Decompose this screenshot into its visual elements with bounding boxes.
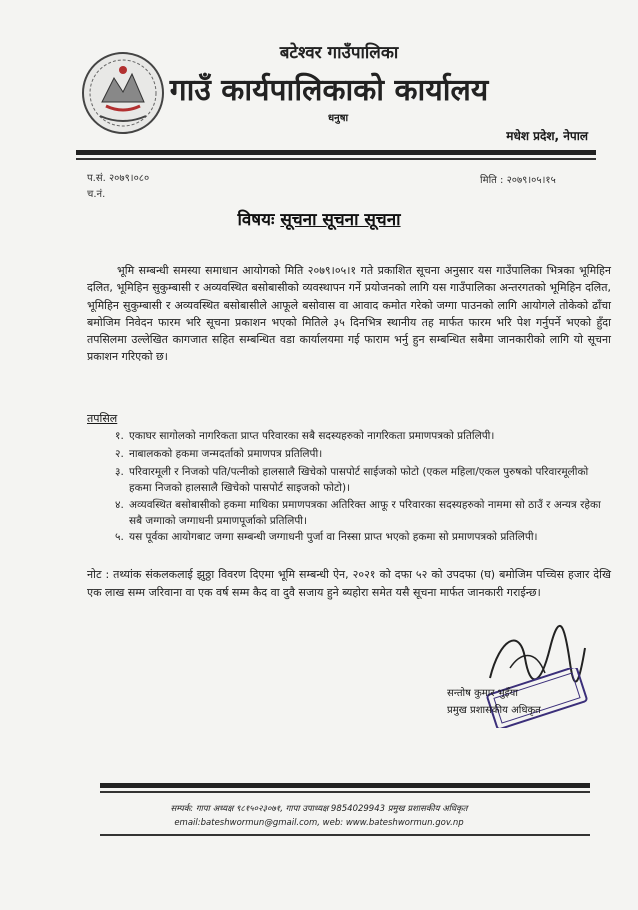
- subject-prefix: विषयः: [237, 210, 275, 230]
- legal-note: नोट : तथ्यांक संकलकलाई झुठ्ठा विवरण दिएमा भूमि सम्बन्धी ऐन, २०२१ को दफा ५२ को उपदफा (घ) बमोजिम पच्चिस हजार देखि एक लाख सम्म जरिवाना वा एक वर्ष सम्म कैद वा दुवै सजाय हुने ब्यहोरा समेत यसै सूचना मार्फत जानकारी गराईन्छ।: [87, 568, 611, 599]
- reference-number: प.सं. २०७९।०८०: [87, 173, 150, 184]
- footer-email-web: email:bateshwormun@gmail.com, web: www.bateshwormun.gov.np: [174, 818, 464, 828]
- dispatch-number: च.नं.: [87, 189, 106, 200]
- list-item-text: यस पूर्वका आयोगबाट जग्गा सम्बन्धी जग्गाधनी पुर्जा वा निस्सा प्राप्त भएको हकमा सो प्रमाणपत्रको प्रतिलिपी।: [129, 531, 538, 543]
- list-item-number: ५.: [115, 531, 124, 543]
- signatory-title: प्रमुख प्रशासकीय अधिकृत: [447, 705, 541, 716]
- signatory-name: सन्तोष कुमार भुइँया: [447, 688, 518, 699]
- footer-rule-thick: [100, 783, 590, 788]
- footer-contact: सम्पर्क: गापा अध्यक्ष ९८१५०२३०७१, गापा उपाध्यक्ष 9854029943 प्रमुख प्रशासकीय अधिकृत: [170, 804, 468, 814]
- footer-rule-thin: [100, 791, 590, 793]
- notice-body: भूमि सम्बन्धी समस्या समाधान आयोगको मिति २०७९।०५।१ गते प्रकाशित सूचना अनुसार यस गाउँपालिका भित्रका भूमिहिन दलित, भूमिहिन सुकुम्बासी र अव्यवस्थित बसोबासीको व्यवस्थापन गर्ने प्रयोजनको लागि यस गाउँपालिका अन्तरगतको भूमिहिन दलित, भूमिहिन सुकुम्बासी र अव्यवस्थित बसोबासीले आफूले बसोवास वा आवाद कमोत गरेको जग्गा पाउनको लागि आयोगले तोकेको ढाँचा बमोजिम निवेदन फारम भरि सूचना प्रकाशन भएको मितिले ३५ दिनभित्र स्थानीय तह मार्फत फारम भरि पेश गर्नुपर्ने भएको हुँदा तपसिलमा उल्लेखित कागजात सहित सम्बन्धित वडा कार्यालयमा गई फाराम भर्नु हुन सम्बन्धित सबैमा जानकारीको लागि यो सूचना प्रकाशन गरिएको छ।: [87, 264, 611, 364]
- issue-date: मिति : २०७९।०५।१५: [480, 175, 556, 186]
- list-item-text: अव्यवस्थित बसोबासीको हकमा माथिका प्रमाणपत्रका अतिरिक्त आफू र परिवारका सदस्यहरुको नाममा सो ठाउँ र अन्यत्र रहेका सबै जग्गाको जग्गाधनी प्रमाणपूर्जाको प्रतिलिपी।: [129, 499, 601, 527]
- list-item-number: ४.: [115, 499, 124, 511]
- list-item-text: एकाघर सागोलको नागरिकता प्राप्त परिवारका सबै सदस्यहरुको नागरिकता प्रमाणपत्रको प्रतिलिपी।: [129, 430, 495, 442]
- list-item-text: परिवारमूली र निजको पति/पत्नीको हालसालै खिचेको पासपोर्ट साईजको फोटो (एकल महिला/एकल पुरुषको परिवारमूलीको हकमा निजको हालसालै खिचेको पासपोर्ट साइजको फोटो)।: [129, 466, 589, 494]
- office-title: गाउँ कार्यपालिकाको कार्यालय: [169, 73, 489, 108]
- list-item-text: नाबालकको हकमा जन्मदर्ताको प्रमाणपत्र प्रतिलिपी।: [129, 448, 323, 460]
- subject-line: [0, 207, 638, 230]
- province-label: मधेश प्रदेश, नेपाल: [506, 129, 588, 143]
- list-item-number: २.: [115, 448, 124, 460]
- header-rule-thin: [76, 158, 596, 160]
- header-rule-thick: [76, 150, 596, 155]
- list-item-number: ३.: [115, 466, 124, 478]
- district-name: धनुषा: [328, 113, 349, 124]
- municipality-name: बटेश्वर गाउँपालिका: [279, 43, 399, 63]
- list-title: तपसिल: [87, 412, 118, 425]
- footer-rule-bottom: [100, 834, 590, 836]
- list-item-number: १.: [115, 430, 124, 442]
- subject-title: सूचना सूचना सूचना: [280, 210, 401, 230]
